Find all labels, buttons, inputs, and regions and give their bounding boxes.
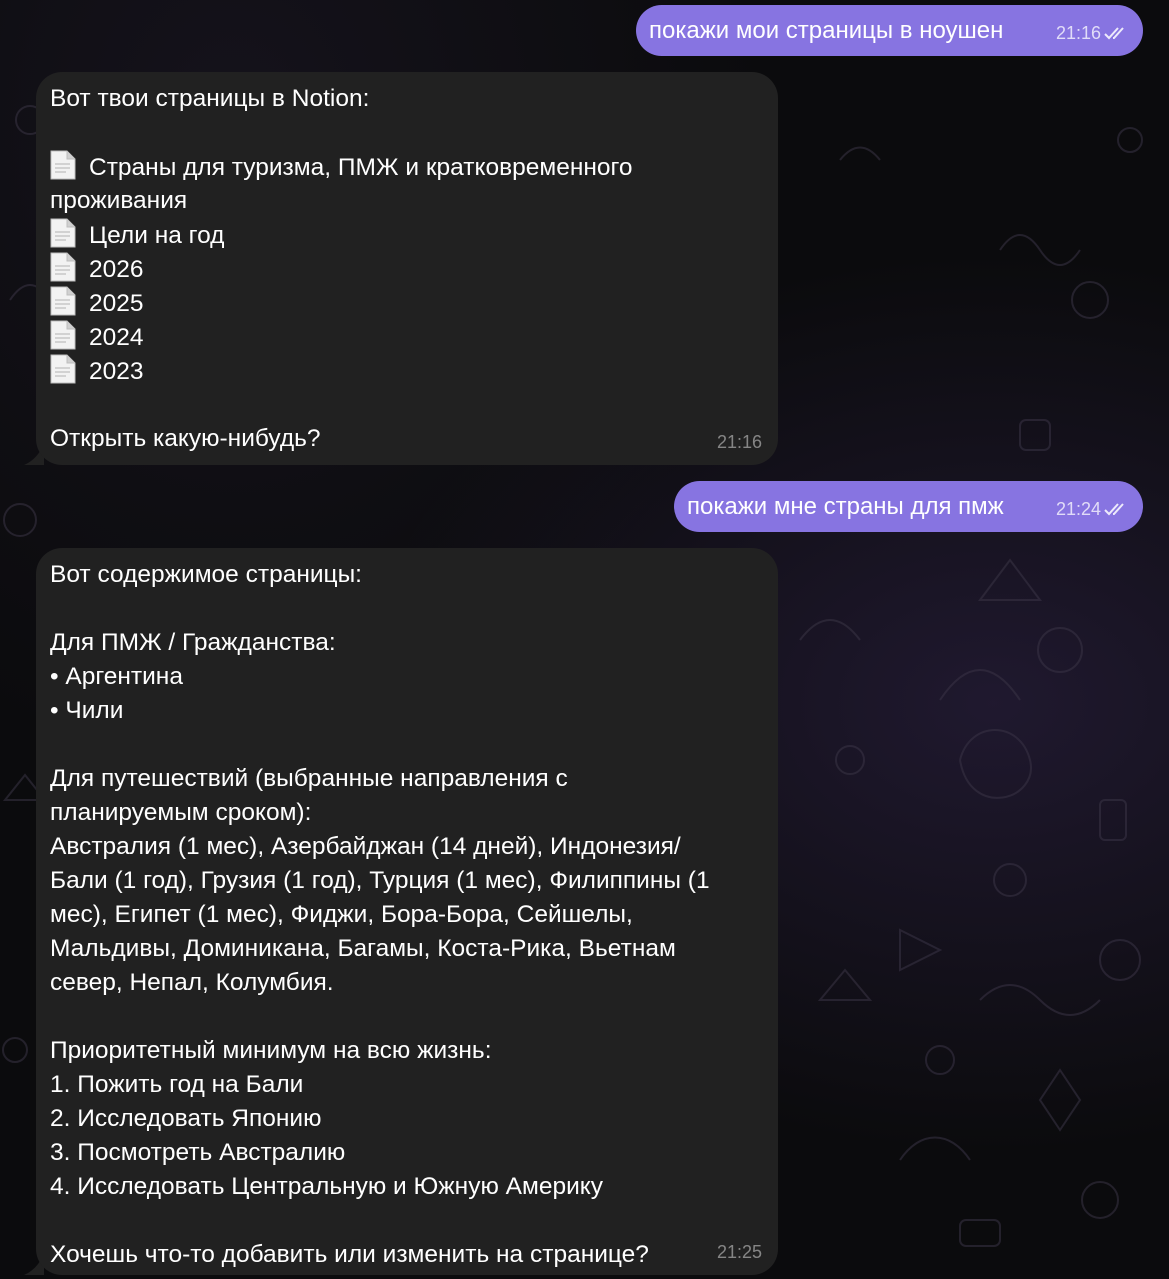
list-item: 3. Посмотреть Австралию (50, 1139, 346, 1166)
double-check-icon (1103, 25, 1129, 41)
outgoing-message[interactable] (674, 481, 1143, 532)
message-meta (1056, 492, 1129, 526)
message-intro: Вот твои страницы в Notion: (50, 85, 370, 112)
document-page-icon (50, 354, 76, 384)
message-time: 21:25 (716, 1242, 762, 1262)
page-title: 2025 (89, 290, 144, 317)
page-list-item[interactable] (50, 320, 764, 354)
page-title: 2023 (89, 358, 144, 385)
section-heading: Приоритетный минимум на всю жизнь: (50, 1037, 492, 1064)
double-check-icon (1103, 501, 1129, 517)
document-page-icon (50, 150, 76, 180)
list-item: 1. Пожить год на Бали (50, 1071, 304, 1098)
travel-text: север, Непал, Колумбия. (50, 969, 334, 996)
page-list-item[interactable] (50, 252, 764, 286)
message-time: 21:16 (1055, 23, 1101, 43)
message-text: покажи мне страны для пмж (687, 493, 1004, 520)
message-time: 21:16 (716, 432, 762, 452)
page-title: 2024 (89, 324, 144, 351)
page-list-item[interactable] (50, 286, 764, 320)
message-text: покажи мои страницы в ноушен (649, 17, 1004, 44)
list-item: • Чили (50, 697, 124, 724)
message-meta (1056, 16, 1129, 50)
section-heading: Для ПМЖ / Гражданства: (50, 629, 336, 656)
page-list-item[interactable] (50, 354, 764, 388)
travel-text: Бали (1 год), Грузия (1 год), Турция (1 мес), Филиппины (1 (50, 867, 710, 894)
document-page-icon (50, 252, 76, 282)
page-title: 2026 (89, 256, 144, 283)
incoming-message[interactable] (36, 72, 778, 465)
document-page-icon (50, 218, 76, 248)
document-page-icon (50, 320, 76, 350)
message-question: Хочешь что-то добавить или изменить на странице? (50, 1241, 649, 1268)
list-item: 4. Исследовать Центральную и Южную Америку (50, 1173, 604, 1200)
list-item: 2. Исследовать Японию (50, 1105, 322, 1132)
page-title: Страны для туризма, ПМЖ и кратковременного (89, 154, 633, 181)
page-list-item[interactable] (50, 218, 764, 252)
message-intro: Вот содержимое страницы: (50, 561, 362, 588)
outgoing-message[interactable] (636, 5, 1143, 56)
message-question: Открыть какую-нибудь? (50, 425, 321, 452)
travel-text: Австралия (1 мес), Азербайджан (14 дней), Индонезия/ (50, 833, 681, 860)
list-item: • Аргентина (50, 663, 183, 690)
travel-text: мес), Египет (1 мес), Фиджи, Бора-Бора, Сейшелы, (50, 901, 633, 928)
incoming-message[interactable] (36, 548, 778, 1275)
travel-text: Мальдивы, Доминикана, Багамы, Коста-Рика, Вьетнам (50, 935, 676, 962)
section-heading: Для путешествий (выбранные направления с (50, 765, 568, 792)
message-time: 21:24 (1055, 499, 1101, 519)
document-page-icon (50, 286, 76, 316)
page-title-continued: проживания (50, 187, 188, 214)
page-list-item[interactable] (50, 150, 764, 184)
page-title: Цели на год (89, 222, 225, 249)
section-heading: планируемым сроком): (50, 799, 312, 826)
